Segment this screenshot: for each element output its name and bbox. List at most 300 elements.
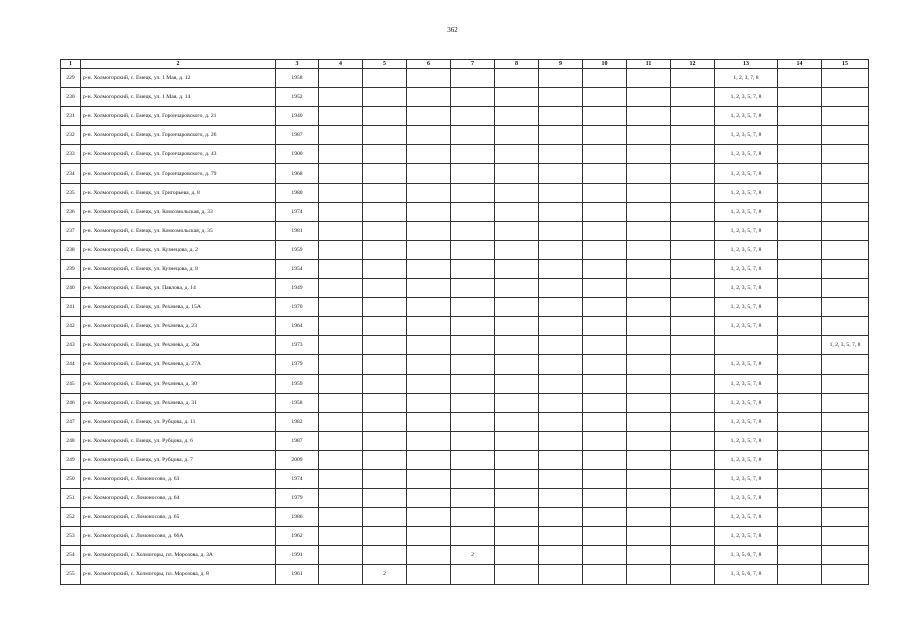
table-row — [61, 489, 869, 508]
table-cell-col-6 — [407, 298, 451, 317]
table-cell-col-13: 1, 2, 3, 5, 7, 8 — [715, 374, 778, 393]
table-cell-col-1: 237 — [61, 221, 81, 240]
table-cell-col-6 — [407, 431, 451, 450]
table-cell-col-11 — [627, 126, 671, 145]
table-cell-col-12 — [671, 126, 715, 145]
table-cell-col-7 — [451, 259, 495, 278]
table-cell-col-1: 238 — [61, 240, 81, 259]
table-cell-col-2: р-н. Холмогорский, с. Емецк, ул. Рубцова, д. 11 — [81, 412, 276, 431]
table-cell-col-2: р-н. Холмогорский, с. Ломоносово, д. 65 — [81, 508, 276, 527]
table-cell-col-4 — [319, 393, 363, 412]
table-cell-col-5 — [363, 469, 407, 488]
table-cell-col-10 — [583, 393, 627, 412]
table-cell-col-10 — [583, 221, 627, 240]
table-cell-col-3: 1959 — [276, 374, 319, 393]
table-cell-col-2: р-н. Холмогорский, с. Емецк, ул. Кузнецова, д. 2 — [81, 240, 276, 259]
table-cell-col-9 — [539, 374, 583, 393]
table-cell-col-12 — [671, 450, 715, 469]
table-cell-col-9 — [539, 164, 583, 183]
table-cell-col-1: 230 — [61, 88, 81, 107]
table-cell-col-14 — [778, 221, 822, 240]
table-row — [61, 69, 869, 88]
table-cell-col-1: 255 — [61, 565, 81, 584]
table-cell-col-2: р-н. Холмогорский, с. Емецк, ул. Рубцова, д. 6 — [81, 431, 276, 450]
table-cell-col-11 — [627, 450, 671, 469]
table-cell-col-3: 1981 — [276, 221, 319, 240]
table-cell-col-4 — [319, 450, 363, 469]
table-cell-col-1: 243 — [61, 336, 81, 355]
page-number: 362 — [447, 26, 458, 34]
table-cell-col-10 — [583, 88, 627, 107]
table-cell-col-11 — [627, 374, 671, 393]
table-cell-col-11 — [627, 336, 671, 355]
table-cell-col-15 — [822, 279, 869, 298]
table-cell-col-15 — [822, 107, 869, 126]
table-cell-col-3: 1964 — [276, 317, 319, 336]
table-cell-col-15 — [822, 240, 869, 259]
table-cell-col-5 — [363, 527, 407, 546]
table-cell-col-9 — [539, 145, 583, 164]
table-cell-col-6 — [407, 508, 451, 527]
table-cell-col-12 — [671, 279, 715, 298]
table-cell-col-13: 1, 2, 3, 5, 7, 8 — [715, 183, 778, 202]
table-cell-col-1: 231 — [61, 107, 81, 126]
table-cell-col-15 — [822, 69, 869, 88]
table-cell-col-14 — [778, 145, 822, 164]
table-cell-col-7 — [451, 469, 495, 488]
table-cell-col-11 — [627, 259, 671, 278]
table-cell-col-9 — [539, 527, 583, 546]
table-row — [61, 508, 869, 527]
table-row — [61, 565, 869, 584]
table-cell-col-10 — [583, 259, 627, 278]
data-table — [60, 59, 869, 585]
table-cell-col-10 — [583, 450, 627, 469]
table-cell-col-11 — [627, 88, 671, 107]
table-cell-col-5 — [363, 412, 407, 431]
table-cell-col-13: 1, 2, 3, 5, 7, 8 — [715, 508, 778, 527]
table-cell-col-6 — [407, 412, 451, 431]
table-cell-col-9 — [539, 355, 583, 374]
table-cell-col-3: 1987 — [276, 126, 319, 145]
column-header-15: 15 — [822, 60, 869, 69]
table-cell-col-15 — [822, 508, 869, 527]
table-cell-col-8 — [495, 317, 539, 336]
table-cell-col-11 — [627, 527, 671, 546]
table-cell-col-5 — [363, 88, 407, 107]
table-cell-col-7 — [451, 298, 495, 317]
table-cell-col-14 — [778, 508, 822, 527]
table-cell-col-1: 236 — [61, 202, 81, 221]
table-cell-col-14 — [778, 298, 822, 317]
table-cell-col-1: 249 — [61, 450, 81, 469]
table-cell-col-11 — [627, 298, 671, 317]
table-cell-col-9 — [539, 279, 583, 298]
table-cell-col-9 — [539, 546, 583, 565]
table-cell-col-3: 1970 — [276, 298, 319, 317]
table-cell-col-14 — [778, 88, 822, 107]
table-cell-col-1: 242 — [61, 317, 81, 336]
table-cell-col-15 — [822, 469, 869, 488]
table-cell-col-15 — [822, 355, 869, 374]
table-cell-col-7 — [451, 221, 495, 240]
table-cell-col-2: р-н. Холмогорский, с. Емецк, ул. Горончаровского, д. 21 — [81, 107, 276, 126]
table-row — [61, 240, 869, 259]
table-cell-col-15 — [822, 374, 869, 393]
table-cell-col-7 — [451, 183, 495, 202]
table-cell-col-15 — [822, 393, 869, 412]
table-cell-col-4 — [319, 431, 363, 450]
table-cell-col-3: 2009 — [276, 450, 319, 469]
table-cell-col-13: 1, 2, 3, 5, 7, 8 — [715, 145, 778, 164]
table-cell-col-12 — [671, 374, 715, 393]
table-cell-col-10 — [583, 489, 627, 508]
table-cell-col-14 — [778, 355, 822, 374]
table-cell-col-8 — [495, 126, 539, 145]
table-cell-col-6 — [407, 336, 451, 355]
table-cell-col-9 — [539, 489, 583, 508]
table-cell-col-9 — [539, 412, 583, 431]
table-cell-col-14 — [778, 69, 822, 88]
table-cell-col-13: 1, 3, 5, 6, 7, 8 — [715, 565, 778, 584]
table-cell-col-8 — [495, 336, 539, 355]
table-cell-col-13: 1, 2, 3, 5, 7, 8 — [715, 431, 778, 450]
table-cell-col-13: 1, 2, 3, 5, 7, 8 — [715, 355, 778, 374]
table-cell-col-3: 1962 — [276, 527, 319, 546]
table-cell-col-15 — [822, 489, 869, 508]
table-cell-col-5 — [363, 508, 407, 527]
table-cell-col-4 — [319, 374, 363, 393]
table-cell-col-1: 252 — [61, 508, 81, 527]
table-cell-col-10 — [583, 336, 627, 355]
table-cell-col-2: р-н. Холмогорский, с. Емецк, ул. 1 Мая, д. 12 — [81, 69, 276, 88]
table-cell-col-10 — [583, 126, 627, 145]
table-cell-col-6 — [407, 317, 451, 336]
table-cell-col-7 — [451, 69, 495, 88]
table-cell-col-12 — [671, 107, 715, 126]
table-cell-col-4 — [319, 317, 363, 336]
table-cell-col-5 — [363, 69, 407, 88]
table-cell-col-5 — [363, 450, 407, 469]
table-row — [61, 431, 869, 450]
table-cell-col-7 — [451, 202, 495, 221]
table-cell-col-4 — [319, 336, 363, 355]
table-cell-col-6 — [407, 107, 451, 126]
table-cell-col-8 — [495, 431, 539, 450]
table-cell-col-4 — [319, 527, 363, 546]
table-cell-col-6 — [407, 88, 451, 107]
table-cell-col-6 — [407, 469, 451, 488]
table-cell-col-5 — [363, 431, 407, 450]
table-cell-col-1: 241 — [61, 298, 81, 317]
table-cell-col-3: 1991 — [276, 546, 319, 565]
table-cell-col-8 — [495, 469, 539, 488]
table-cell-col-4 — [319, 88, 363, 107]
table-cell-col-8 — [495, 546, 539, 565]
table-cell-col-6 — [407, 183, 451, 202]
table-cell-col-5 — [363, 355, 407, 374]
table-cell-col-8 — [495, 374, 539, 393]
table-cell-col-13: 1, 2, 3, 5, 7, 8 — [715, 489, 778, 508]
table-cell-col-11 — [627, 164, 671, 183]
table-cell-col-10 — [583, 145, 627, 164]
table-cell-col-11 — [627, 107, 671, 126]
table-cell-col-11 — [627, 431, 671, 450]
table-cell-col-10 — [583, 298, 627, 317]
table-cell-col-10 — [583, 546, 627, 565]
table-cell-col-3: 1952 — [276, 88, 319, 107]
table-cell-col-14 — [778, 107, 822, 126]
table-cell-col-3: 1958 — [276, 393, 319, 412]
table-cell-col-8 — [495, 527, 539, 546]
table-cell-col-6 — [407, 374, 451, 393]
table-cell-col-10 — [583, 431, 627, 450]
table-cell-col-4 — [319, 279, 363, 298]
table-cell-col-6 — [407, 221, 451, 240]
table-cell-col-1: 251 — [61, 489, 81, 508]
table-cell-col-7 — [451, 489, 495, 508]
table-cell-col-11 — [627, 69, 671, 88]
table-cell-col-6 — [407, 393, 451, 412]
table-cell-col-5 — [363, 240, 407, 259]
table-cell-col-4 — [319, 298, 363, 317]
table-cell-col-5 — [363, 336, 407, 355]
table-cell-col-12 — [671, 164, 715, 183]
table-cell-col-10 — [583, 469, 627, 488]
table-cell-col-7 — [451, 431, 495, 450]
table-cell-col-6 — [407, 546, 451, 565]
table-cell-col-3: 1979 — [276, 355, 319, 374]
table-cell-col-12 — [671, 259, 715, 278]
table-cell-col-4 — [319, 565, 363, 584]
table-cell-col-2: р-н. Холмогорский, с. Емецк, ул. Григорьева, д. 8 — [81, 183, 276, 202]
table-cell-col-15 — [822, 565, 869, 584]
table-cell-col-3: 1974 — [276, 202, 319, 221]
table-cell-col-3: 1954 — [276, 259, 319, 278]
table-cell-col-4 — [319, 221, 363, 240]
table-cell-col-15 — [822, 164, 869, 183]
table-cell-col-4 — [319, 69, 363, 88]
table-row — [61, 259, 869, 278]
table-cell-col-11 — [627, 240, 671, 259]
table-cell-col-8 — [495, 279, 539, 298]
table-cell-col-3: 1974 — [276, 469, 319, 488]
table-cell-col-7 — [451, 412, 495, 431]
table-cell-col-10 — [583, 317, 627, 336]
table-cell-col-2: р-н. Холмогорский, с. Холмогоры, пл. Морозова, д. 3А — [81, 546, 276, 565]
table-cell-col-5 — [363, 202, 407, 221]
table-cell-col-4 — [319, 412, 363, 431]
table-row — [61, 546, 869, 565]
table-cell-col-1: 233 — [61, 145, 81, 164]
table-cell-col-5 — [363, 489, 407, 508]
table-cell-col-9 — [539, 336, 583, 355]
table-cell-col-14 — [778, 489, 822, 508]
table-cell-col-11 — [627, 508, 671, 527]
table-cell-col-5 — [363, 259, 407, 278]
table-cell-col-12 — [671, 355, 715, 374]
table-cell-col-7 — [451, 565, 495, 584]
table-cell-col-2: р-н. Холмогорский, с. Емецк, ул. Горончаровского, д. 43 — [81, 145, 276, 164]
table-cell-col-9 — [539, 508, 583, 527]
table-cell-col-9 — [539, 202, 583, 221]
table-cell-col-1: 232 — [61, 126, 81, 145]
table-cell-col-1: 235 — [61, 183, 81, 202]
table-cell-col-11 — [627, 221, 671, 240]
table-cell-col-12 — [671, 527, 715, 546]
table-header-row — [61, 60, 869, 69]
table-cell-col-11 — [627, 183, 671, 202]
table-row — [61, 298, 869, 317]
table-cell-col-15 — [822, 221, 869, 240]
table-cell-col-11 — [627, 355, 671, 374]
table-cell-col-12 — [671, 393, 715, 412]
table-cell-col-12 — [671, 221, 715, 240]
table-cell-col-9 — [539, 107, 583, 126]
table-cell-col-2: р-н. Холмогорский, с. Емецк, ул. Рехачева, д. 15А — [81, 298, 276, 317]
table-cell-col-7 — [451, 279, 495, 298]
table-cell-col-14 — [778, 183, 822, 202]
table-cell-col-2: р-н. Холмогорский, с. Емецк, ул. Рубцова, д. 7 — [81, 450, 276, 469]
table-body — [61, 69, 869, 585]
table-cell-col-4 — [319, 164, 363, 183]
table-cell-col-2: р-н. Холмогорский, с. Ломоносово, д. 64 — [81, 489, 276, 508]
table-row — [61, 450, 869, 469]
table-cell-col-1: 253 — [61, 527, 81, 546]
table-cell-col-5 — [363, 183, 407, 202]
table-cell-col-9 — [539, 298, 583, 317]
table-cell-col-10 — [583, 240, 627, 259]
table-row — [61, 374, 869, 393]
table-cell-col-14 — [778, 126, 822, 145]
table-cell-col-4 — [319, 469, 363, 488]
table-cell-col-5 — [363, 317, 407, 336]
table-cell-col-11 — [627, 565, 671, 584]
table-cell-col-1: 229 — [61, 69, 81, 88]
column-header-12: 12 — [671, 60, 715, 69]
table-cell-col-10 — [583, 508, 627, 527]
table-cell-col-6 — [407, 355, 451, 374]
table-cell-col-4 — [319, 240, 363, 259]
table-cell-col-14 — [778, 240, 822, 259]
table-cell-col-11 — [627, 145, 671, 164]
table-cell-col-6 — [407, 145, 451, 164]
table-cell-col-15 — [822, 259, 869, 278]
table-cell-col-9 — [539, 88, 583, 107]
table-cell-col-7 — [451, 527, 495, 546]
table-cell-col-7 — [451, 508, 495, 527]
table-cell-col-11 — [627, 202, 671, 221]
table-cell-col-3: 1979 — [276, 489, 319, 508]
table-row — [61, 145, 869, 164]
table-cell-col-15 — [822, 412, 869, 431]
table-cell-col-13: 1, 2, 3, 5, 7, 8 — [715, 126, 778, 145]
table-cell-col-14 — [778, 202, 822, 221]
table-cell-col-12 — [671, 317, 715, 336]
table-cell-col-6 — [407, 450, 451, 469]
table-cell-col-8 — [495, 107, 539, 126]
table-cell-col-14 — [778, 317, 822, 336]
table-cell-col-8 — [495, 202, 539, 221]
column-header-13: 13 — [715, 60, 778, 69]
table-cell-col-3: 1958 — [276, 69, 319, 88]
table-cell-col-15 — [822, 88, 869, 107]
table-cell-col-14 — [778, 565, 822, 584]
table-cell-col-8 — [495, 489, 539, 508]
table-cell-col-14 — [778, 412, 822, 431]
table-cell-col-9 — [539, 126, 583, 145]
table-cell-col-13: 1, 2, 3, 5, 7, 8 — [715, 317, 778, 336]
table-cell-col-2: р-н. Холмогорский, с. Емецк, ул. Павлова, д. 14 — [81, 279, 276, 298]
table-cell-col-2: р-н. Холмогорский, с. Холмогоры, пл. Морозова, д. 8 — [81, 565, 276, 584]
table-row — [61, 317, 869, 336]
table-cell-col-15 — [822, 546, 869, 565]
table-cell-col-13: 1, 2, 3, 5, 7, 8 — [715, 393, 778, 412]
table-cell-col-8 — [495, 259, 539, 278]
table-cell-col-9 — [539, 183, 583, 202]
table-cell-col-5 — [363, 126, 407, 145]
table-cell-col-10 — [583, 412, 627, 431]
table-cell-col-1: 234 — [61, 164, 81, 183]
table-cell-col-11 — [627, 489, 671, 508]
table-cell-col-4 — [319, 183, 363, 202]
table-cell-col-8 — [495, 450, 539, 469]
table-cell-col-12 — [671, 69, 715, 88]
table-row — [61, 88, 869, 107]
table-cell-col-4 — [319, 202, 363, 221]
table-cell-col-6 — [407, 69, 451, 88]
table-cell-col-7 — [451, 317, 495, 336]
table-cell-col-11 — [627, 546, 671, 565]
table-cell-col-2: р-н. Холмогорский, с. Емецк, ул. Горончаровского, д. 26 — [81, 126, 276, 145]
table-cell-col-3: 1949 — [276, 279, 319, 298]
table-cell-col-2: р-н. Холмогорский, с. Емецк, ул. Рехачева, д. 27А — [81, 355, 276, 374]
table-cell-col-7 — [451, 374, 495, 393]
table-cell-col-15 — [822, 183, 869, 202]
table-cell-col-11 — [627, 469, 671, 488]
table-cell-col-5 — [363, 164, 407, 183]
table-cell-col-14 — [778, 374, 822, 393]
table-cell-col-2: р-н. Холмогорский, с. Емецк, ул. Комсомольская, д. 35 — [81, 221, 276, 240]
table-cell-col-13: 1, 2, 3, 5, 7, 8 — [715, 527, 778, 546]
table-cell-col-13: 1, 2, 3, 5, 7, 8 — [715, 259, 778, 278]
table-cell-col-15 — [822, 527, 869, 546]
table-row — [61, 202, 869, 221]
table-cell-col-6 — [407, 202, 451, 221]
table-cell-col-12 — [671, 565, 715, 584]
table-cell-col-10 — [583, 527, 627, 546]
table-cell-col-8 — [495, 164, 539, 183]
table-row — [61, 469, 869, 488]
table-cell-col-13: 1, 2, 3, 7, 8 — [715, 69, 778, 88]
table-cell-col-15 — [822, 145, 869, 164]
table-cell-col-4 — [319, 355, 363, 374]
column-header-3: 3 — [276, 60, 319, 69]
table-cell-col-14 — [778, 527, 822, 546]
table-row — [61, 412, 869, 431]
table-cell-col-5 — [363, 279, 407, 298]
table-cell-col-13: 1, 2, 3, 5, 7, 8 — [715, 412, 778, 431]
table-cell-col-14 — [778, 393, 822, 412]
table-cell-col-7 — [451, 393, 495, 412]
table-cell-col-15: 1, 2, 3, 5, 7, 8 — [822, 336, 869, 355]
table-cell-col-4 — [319, 546, 363, 565]
table-cell-col-4 — [319, 145, 363, 164]
table-cell-col-4 — [319, 508, 363, 527]
column-header-10: 10 — [583, 60, 627, 69]
table-cell-col-10 — [583, 374, 627, 393]
table-cell-col-15 — [822, 298, 869, 317]
